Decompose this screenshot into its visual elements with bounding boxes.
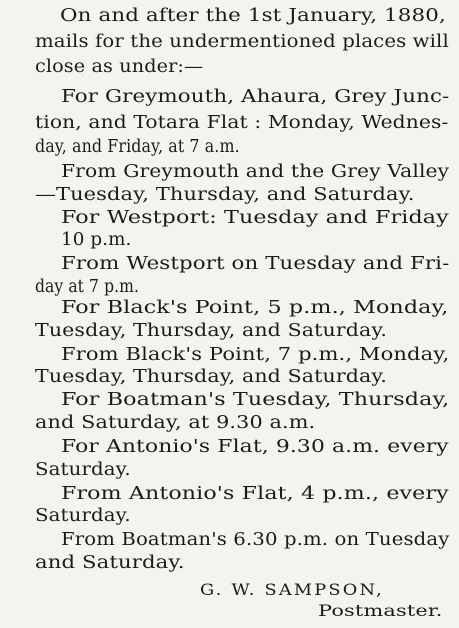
notice-line: Tuesday, Thursday, and Saturday.: [35, 367, 388, 387]
notice-line: For Boatman's Tuesday, Thursday,: [61, 390, 450, 410]
notice-line: For Black's Point, 5 p.m., Monday,: [61, 298, 449, 318]
notice-line: From Greymouth and the Grey Valley: [61, 162, 450, 182]
notice-line: From Antonio's Flat, 4 p.m., every: [61, 484, 449, 504]
notice-line: From Westport on Tuesday and Fri-: [61, 254, 450, 274]
notice-line: On and after the 1st January, 1880,: [60, 6, 446, 26]
signature-title: Postmaster.: [318, 602, 443, 620]
notice-line: Tuesday, Thursday, and Saturday.: [35, 321, 388, 341]
signature-name: G. W. SAMPSON,: [200, 580, 385, 599]
notice-line: For Greymouth, Ahaura, Grey Junc-: [61, 87, 450, 107]
notice-line: and Saturday, at 9.30 a.m.: [35, 413, 316, 433]
notice-line: mails for the undermentioned places will: [35, 32, 449, 52]
notice-line: and Saturday.: [35, 553, 185, 573]
notice-line: day, and Friday, at 7 a.m.: [35, 137, 240, 157]
notice-line: Saturday.: [35, 460, 131, 480]
notice-line: Saturday.: [35, 506, 131, 526]
notice-line: 10 p.m.: [61, 230, 132, 250]
notice-line: For Westport: Tuesday and Friday: [61, 208, 449, 228]
notice-line: For Antonio's Flat, 9.30 a.m. every: [61, 437, 449, 457]
notice-line: day at 7 p.m.: [35, 277, 140, 297]
notice-line: From Boatman's 6.30 p.m. on Tuesday: [61, 530, 450, 550]
notice-line: From Black's Point, 7 p.m., Monday,: [61, 345, 450, 365]
notice-line: tion, and Totara Flat : Monday, Wednes-: [35, 113, 449, 133]
notice-line: close as under:—: [35, 57, 204, 77]
notice-line: —Tuesday, Thursday, and Saturday.: [35, 185, 415, 205]
